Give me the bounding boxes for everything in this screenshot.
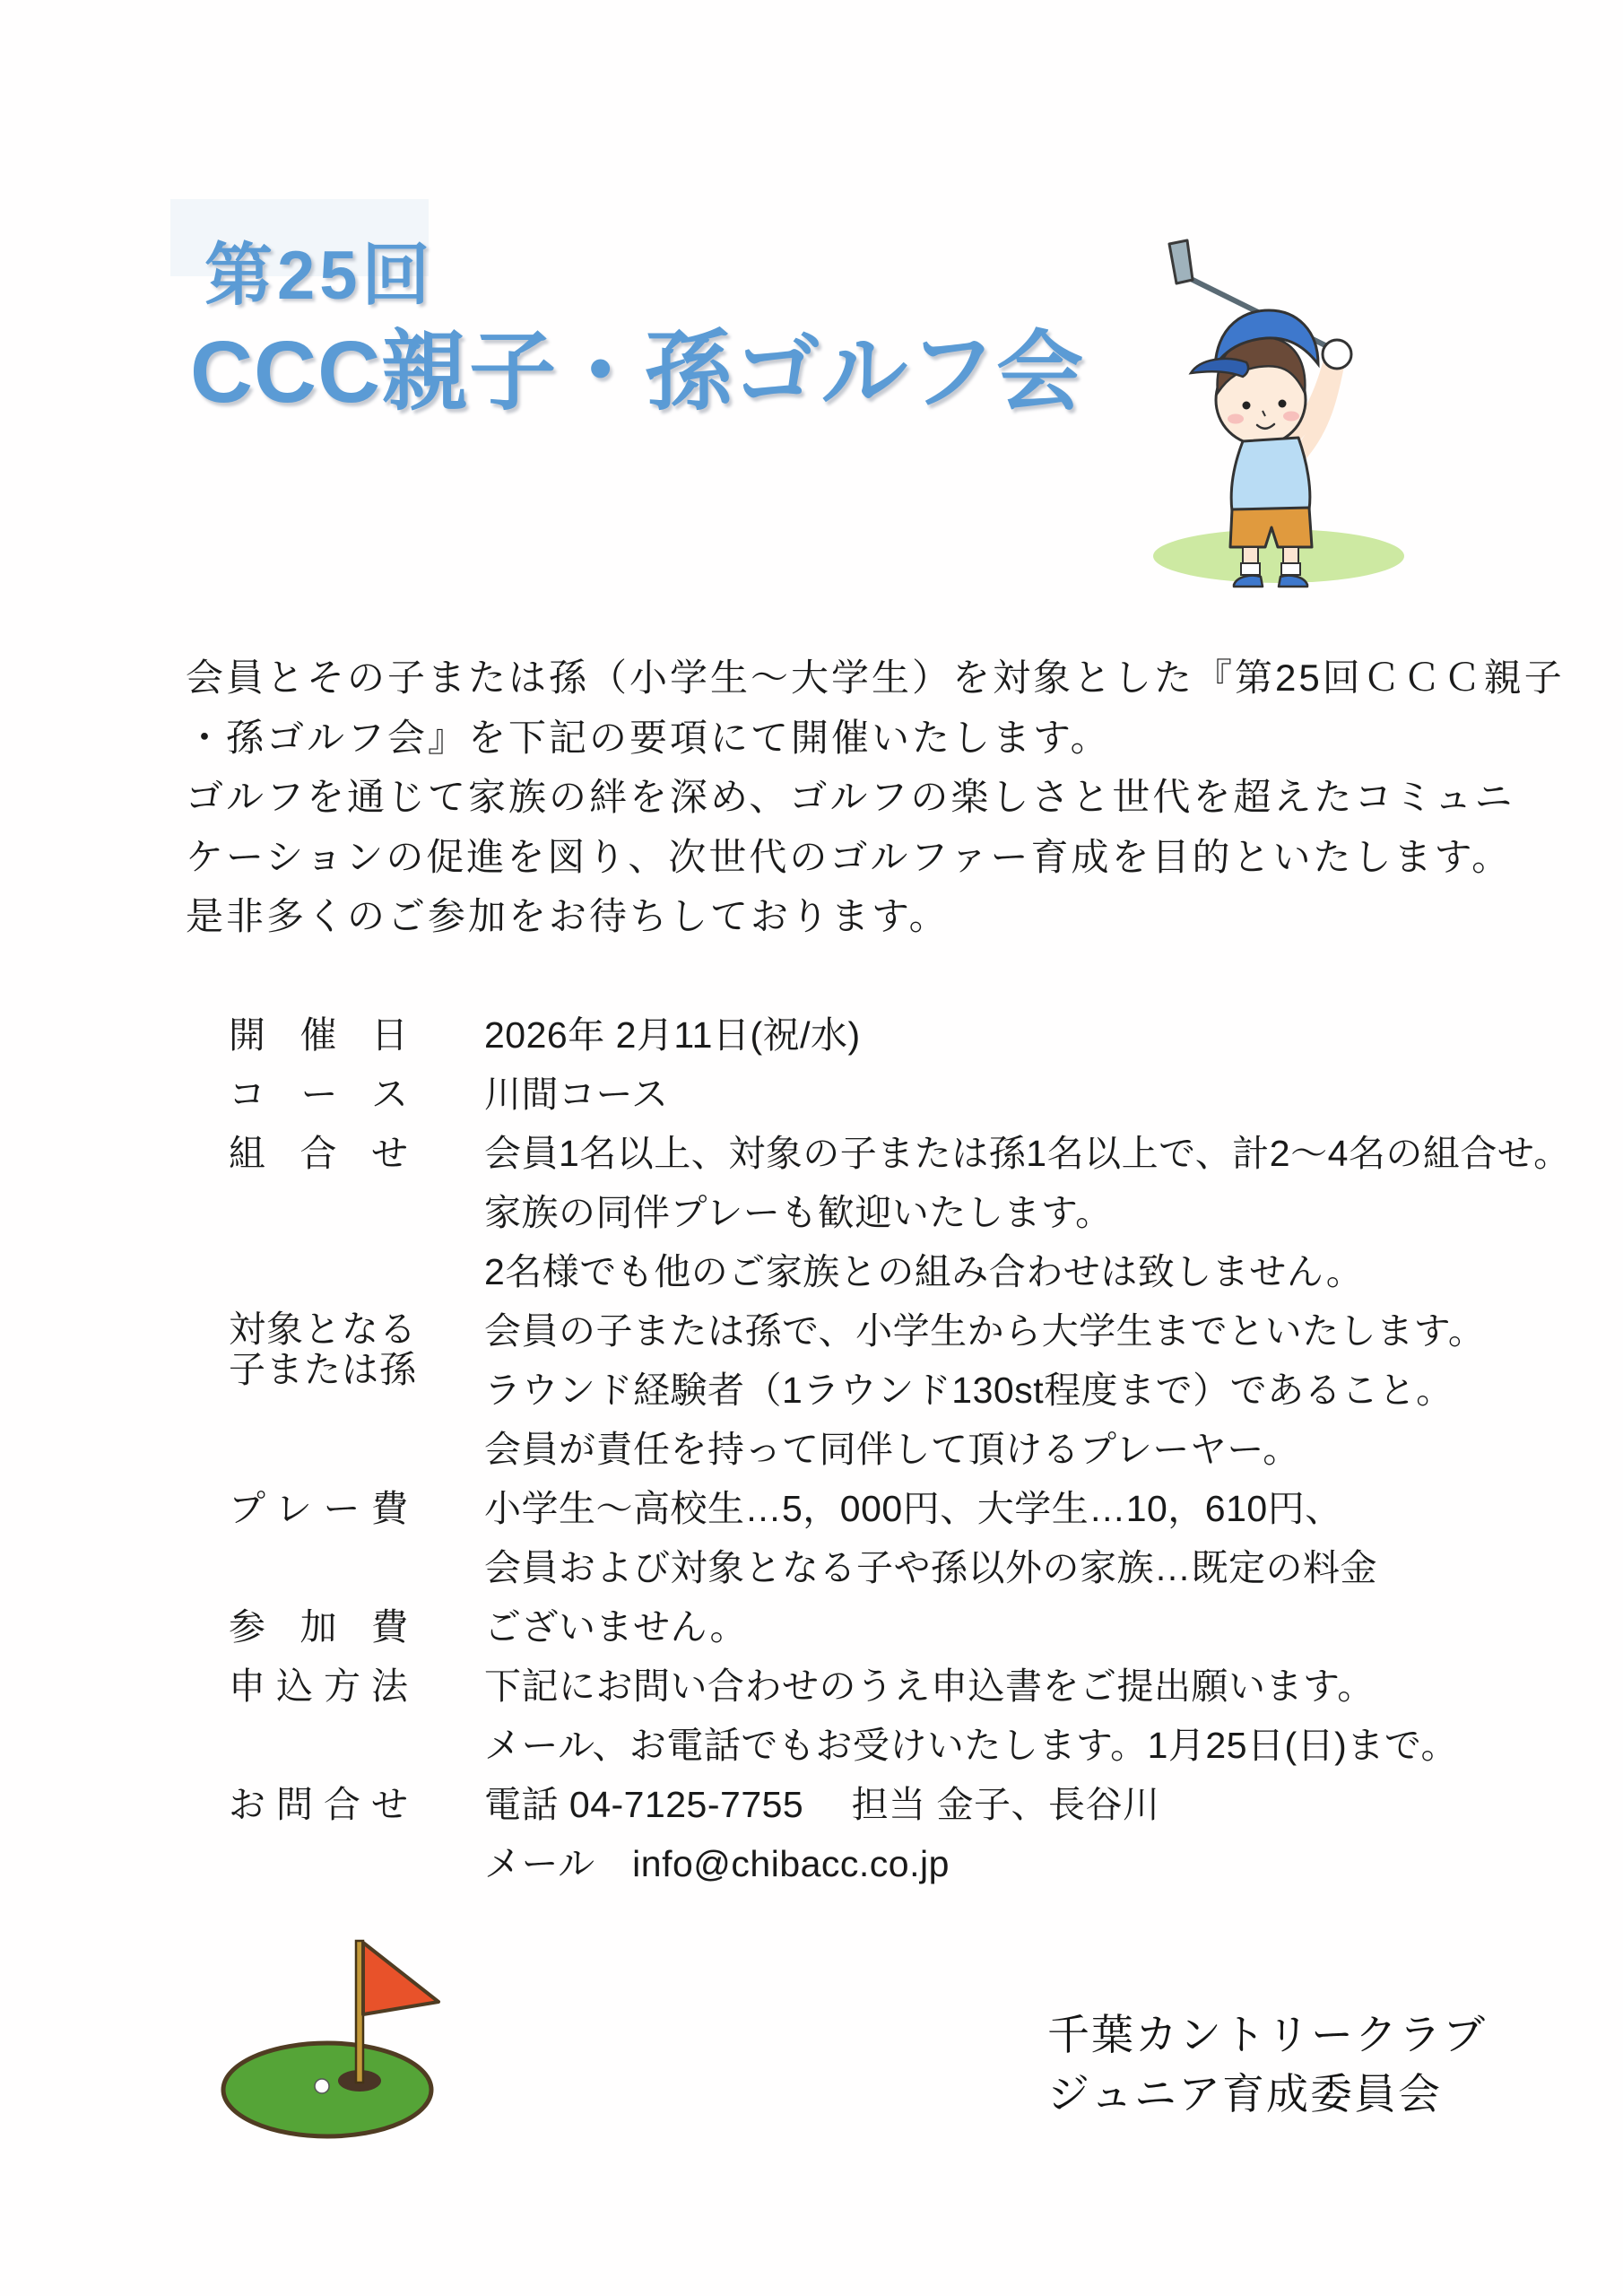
organizer-committee-name: ジュニア育成委員会: [1047, 2070, 1443, 2118]
detail-value-date-1: 2026年 2月11日(祝/水): [484, 1014, 861, 1056]
golf-club-head: [1169, 240, 1193, 283]
detail-value-eligible-children-3: 会員が責任を持って同伴して頂けるプレーヤー。: [484, 1429, 1300, 1470]
detail-row-eligible-children-2: [229, 1361, 1556, 1420]
detail-row-grouping-1: [229, 1124, 1571, 1183]
detail-label-date: [229, 1005, 408, 1065]
detail-label-line: 参加費: [229, 1606, 408, 1648]
detail-label-line: プレー費: [229, 1488, 408, 1529]
detail-row-contact-2: [229, 1834, 1556, 1893]
detail-label-line: 対象となる: [229, 1309, 417, 1350]
detail-label-course: [229, 1065, 408, 1124]
glove: [1323, 340, 1351, 369]
detail-row-application-2: [229, 1716, 1556, 1775]
detail-row-grouping-2: [229, 1183, 1556, 1242]
detail-row-entry-fee-1: [229, 1597, 1556, 1657]
detail-label-line: 開催日: [229, 1014, 408, 1056]
organizer-club-name: 千葉カントリークラブ: [1047, 2011, 1487, 2058]
detail-row-application-1: [229, 1657, 1556, 1716]
event-main-title: CCC親子・孫ゴルフ会: [190, 323, 1085, 421]
detail-value-contact-2: メール info@chibacc.co.jp: [484, 1843, 950, 1884]
detail-row-eligible-children-1: [229, 1301, 1556, 1390]
organizer-block: [1047, 2005, 1487, 2124]
event-details-list: [229, 1005, 1571, 1893]
detail-value-eligible-children-2: ラウンド経験者（1ラウンド130st程度まで）であること。: [484, 1370, 1454, 1411]
blush-left: [1228, 414, 1244, 424]
child-golfer-illustration: [1146, 231, 1415, 590]
detail-label-entry-fee: [229, 1597, 408, 1657]
golf-green-flag-illustration: [218, 1926, 451, 2142]
detail-value-entry-fee-1: ございません。: [484, 1606, 747, 1648]
detail-label-line: コース: [229, 1074, 408, 1115]
detail-label-grouping: [229, 1124, 408, 1183]
intro-line-3: ゴルフを通じて家族の絆を深め、ゴルフの楽しさと世代を超えたコミュニ: [186, 776, 1515, 818]
detail-value-grouping-1: 会員1名以上、対象の子または孫1名以上で、計2～4名の組合せ。: [484, 1133, 1571, 1174]
detail-value-application-1: 下記にお問い合わせのうえ申込書をご提出願います。: [484, 1665, 1375, 1707]
detail-value-play-fee-2: 会員および対象となる子や孫以外の家族…既定の料金: [484, 1547, 1377, 1588]
detail-label-line: 子または孫: [229, 1349, 417, 1390]
detail-label-play-fee: [229, 1479, 408, 1538]
detail-row-eligible-children-3: [229, 1420, 1556, 1479]
detail-row-course-1: [229, 1065, 1556, 1124]
detail-row-play-fee-1: [229, 1479, 1556, 1538]
detail-label-line: 組合せ: [229, 1133, 408, 1174]
detail-label-line: 申込方法: [229, 1665, 408, 1707]
detail-value-contact-1: 電話 04-7125-7755 担当 金子、長谷川: [484, 1784, 1160, 1825]
detail-value-course-1: 川間コース: [484, 1074, 669, 1115]
detail-label-application: [229, 1657, 408, 1716]
blush-right: [1283, 412, 1299, 422]
detail-row-date-1: [229, 1005, 1556, 1065]
shirt: [1231, 438, 1310, 511]
detail-label-contact: [229, 1775, 408, 1834]
intro-line-2: ・孫ゴルフ会』を下記の要項にて開催いたします。: [186, 716, 1111, 759]
intro-paragraph: [186, 648, 1565, 947]
detail-label-line: お問合せ: [229, 1784, 408, 1825]
detail-row-play-fee-2: [229, 1538, 1556, 1597]
sock-left: [1241, 563, 1260, 575]
detail-value-play-fee-1: 小学生～高校生…5，000円、大学生…10，610円、: [484, 1488, 1342, 1529]
sock-right: [1281, 563, 1300, 575]
detail-value-grouping-2: 家族の同伴プレーも歓迎いたします。: [484, 1192, 1113, 1233]
event-number-title: 第25回: [204, 238, 435, 314]
golf-ball: [315, 2079, 329, 2093]
detail-value-grouping-3: 2名様でも他のご家族との組み合わせは致しません。: [484, 1251, 1364, 1292]
intro-line-1: 会員とその子または孫（小学生～大学生）を対象とした『第25回ＣＣＣ親子: [186, 657, 1565, 699]
intro-line-4: ケーションの促進を図り、次世代のゴルファー育成を目的といたします。: [186, 835, 1513, 878]
eye-left: [1243, 402, 1251, 410]
detail-row-grouping-3: [229, 1242, 1556, 1301]
eye-right: [1279, 400, 1287, 408]
flag: [363, 1943, 438, 2014]
detail-value-eligible-children-1: 会員の子または孫で、小学生から大学生までといたします。: [484, 1310, 1486, 1352]
detail-value-application-2: メール、お電話でもお受けいたします。1月25日(日)まで。: [484, 1725, 1459, 1766]
detail-row-contact-1: [229, 1775, 1556, 1834]
intro-line-5: 是非多くのご参加をお待ちしております。: [186, 895, 950, 937]
